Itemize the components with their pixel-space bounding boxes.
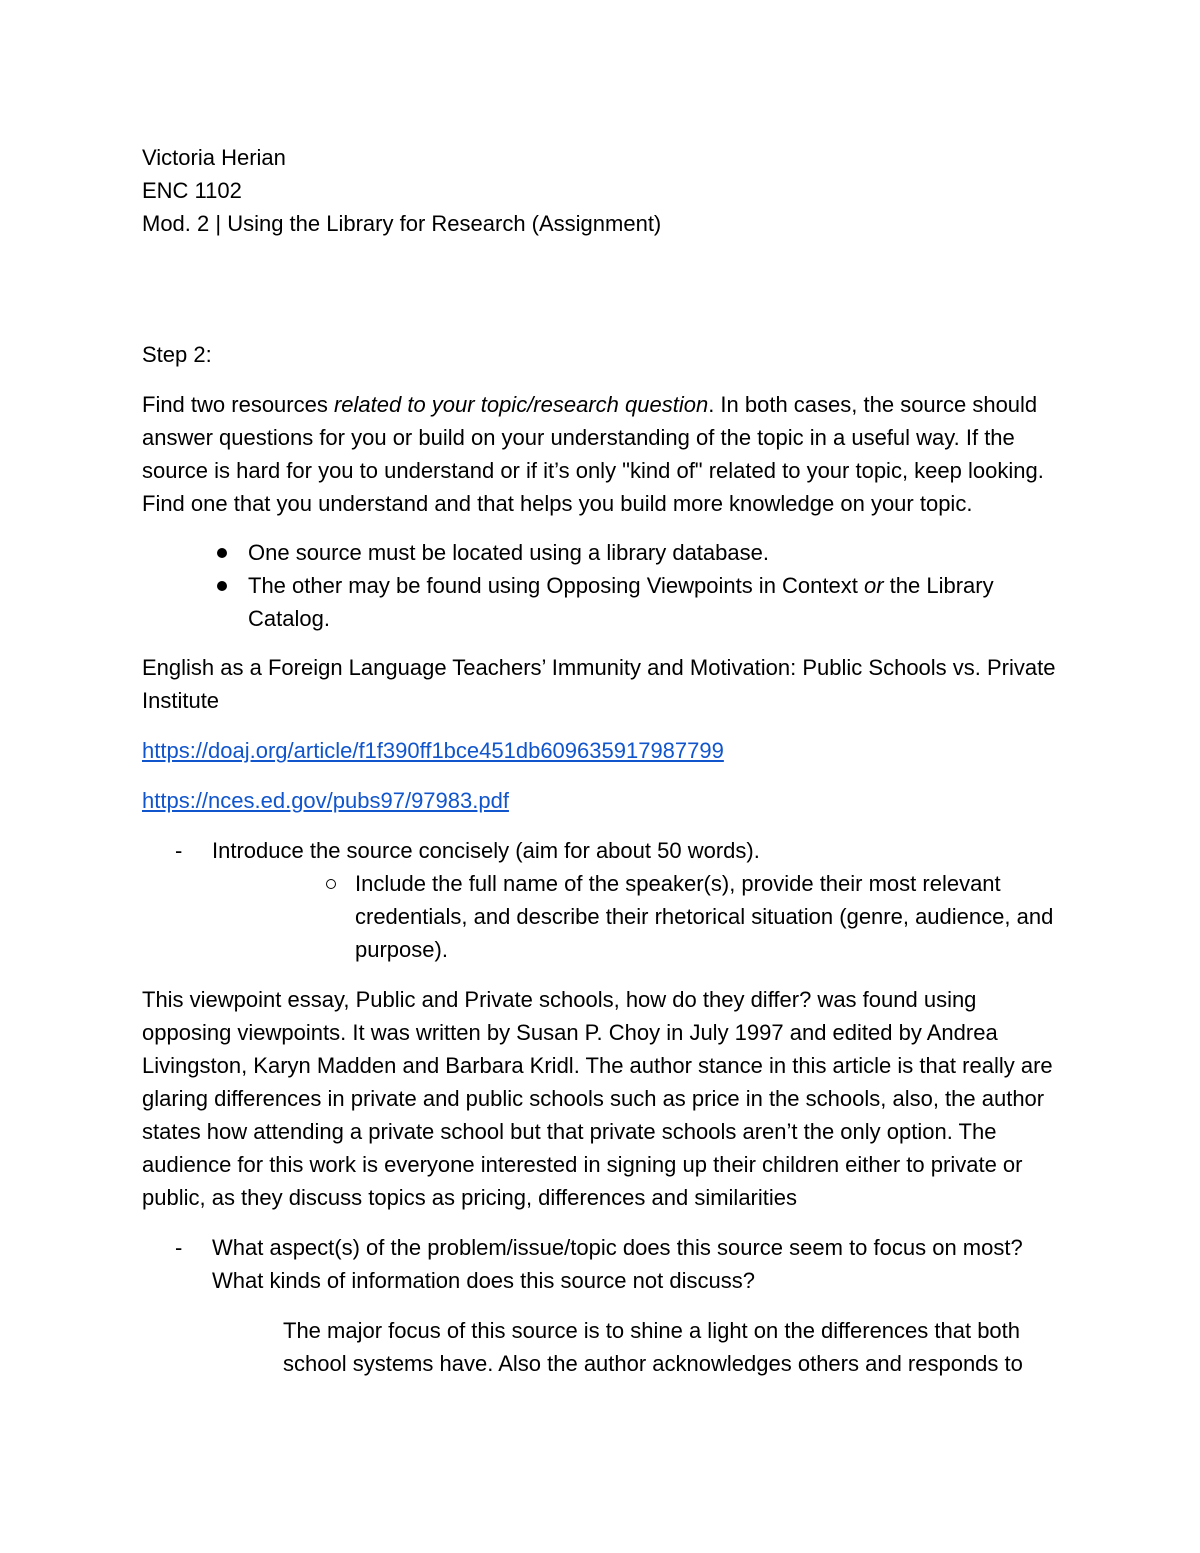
prompt-subtext: Include the full name of the speaker(s), provide their most relevant credentials, and describe their rhetorical situation (genre, audience, and purpose). xyxy=(355,871,1054,962)
source-title: English as a Foreign Language Teachers’ Immunity and Motivation: Public Schools vs. Private Institute xyxy=(142,655,1056,713)
spacer xyxy=(142,240,1062,338)
prompt-text: What aspect(s) of the problem/issue/topic does this source seem to focus on most? What kinds of information does this source not discuss? xyxy=(212,1235,1023,1293)
course-code: ENC 1102 xyxy=(142,178,242,203)
source-link-nces[interactable]: https://nces.ed.gov/pubs97/97983.pdf xyxy=(142,788,509,813)
list-item xyxy=(142,1231,1062,1297)
prompt-list-2 xyxy=(142,1231,1062,1297)
answer-paragraph-1: This viewpoint essay, Public and Private schools, how do they differ? was found using opposing viewpoints. It was written by Susan P. Choy in July 1997 and edited by Andrea Livingston, Karyn Madden and Barbara Kridl. The author stance in this article is that really are glaring differences in private and public schools such as price in the schools, also, the author states how attending a private school but that private schools aren’t the only option. The audience for this work is everyone interested in signing up their children either to private or public, as they discuss topics as pricing, differences and similarities xyxy=(142,987,1053,1210)
bullet-icon xyxy=(217,581,227,591)
bullet-icon xyxy=(217,548,227,558)
prompt-list-1 xyxy=(142,834,1062,966)
dash-icon: - xyxy=(175,838,183,863)
prompt-sublist xyxy=(212,867,1062,966)
student-name: Victoria Herian xyxy=(142,145,286,170)
answer-paragraph-2: The major focus of this source is to shine a light on the differences that both school systems have. Also the author acknowledges others and responds to xyxy=(283,1318,1023,1376)
document-body xyxy=(142,141,1062,1380)
assignment-title: Mod. 2 | Using the Library for Research (Assignment) xyxy=(142,211,662,236)
list-item: The other may be found using Opposing Viewpoints in Context or the Library Catalog. xyxy=(142,569,1062,635)
step-instructions: Find two resources related to your topic/research question. In both cases, the source should answer questions for you or build on your understanding of the topic in a useful way. If the source is hard for you to understand or if it’s only "kind of" related to your topic, keep looking. Find one that you understand and that helps you build more knowledge on your topic. xyxy=(142,392,1044,516)
step-label: Step 2: xyxy=(142,342,212,367)
requirements-list xyxy=(142,536,1062,635)
list-item xyxy=(142,867,1062,966)
circle-bullet-icon xyxy=(326,879,336,889)
list-item: One source must be located using a library database. xyxy=(142,536,1062,569)
source-link-doaj[interactable]: https://doaj.org/article/f1f390ff1bce451db609635917987799 xyxy=(142,738,724,763)
dash-icon: - xyxy=(175,1235,183,1260)
prompt-text: Introduce the source concisely (aim for about 50 words). xyxy=(212,838,760,863)
list-item xyxy=(142,834,1062,966)
